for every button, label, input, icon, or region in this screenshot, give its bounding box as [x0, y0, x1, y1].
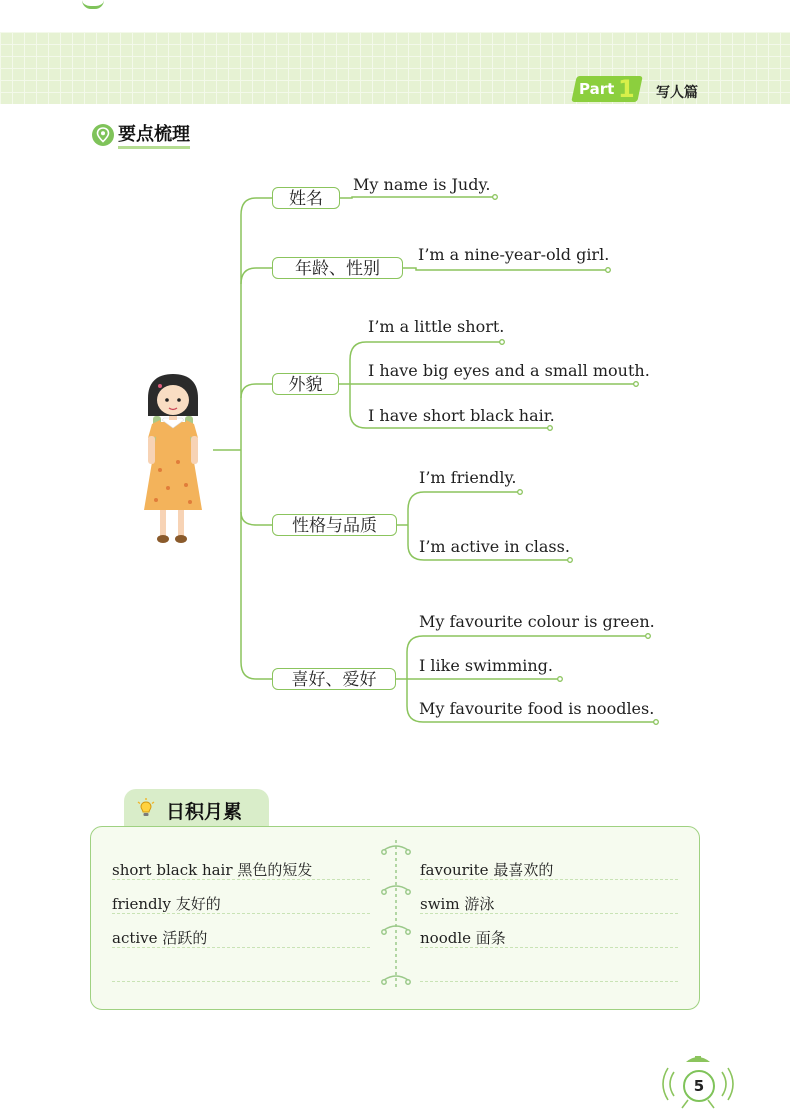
vocab-line: [112, 947, 370, 948]
branch-appearance: 外貌: [272, 373, 339, 395]
vocab-line: [420, 947, 678, 948]
vocab-left-2: friendly 友好的: [112, 895, 221, 913]
leaf-appearance-3: I have short black hair.: [368, 406, 555, 425]
leaf-personality-2: I’m active in class.: [419, 537, 570, 556]
vocab-right-3: noodle 面条: [420, 929, 506, 947]
leaf-age-1: I’m a nine-year-old girl.: [418, 245, 610, 264]
vocab-right-2: swim 游泳: [420, 895, 495, 913]
vocab-right-1: favourite 最喜欢的: [420, 861, 554, 879]
vocab-title: 日积月累: [166, 801, 243, 823]
leaf-hobbies-2: I like swimming.: [419, 656, 554, 675]
leaf-appearance-1: I’m a little short.: [368, 317, 505, 336]
leaf-hobbies-1: My favourite colour is green.: [419, 612, 655, 631]
leaf-hobbies-3: My favourite food is noodles.: [419, 699, 655, 718]
branch-hobbies: 喜好、爱好: [272, 668, 396, 690]
branch-personality: 性格与品质: [272, 514, 397, 536]
vocab-line: [420, 879, 678, 880]
vocab-line: [112, 879, 370, 880]
part-badge: Part 1: [571, 76, 643, 102]
branch-name: 姓名: [272, 187, 340, 209]
girl-illustration: [138, 370, 208, 550]
page-number: 5: [683, 1070, 715, 1102]
vocab-line: [420, 981, 678, 982]
vocab-line: [112, 981, 370, 982]
branch-age-gender: 年龄、性别: [272, 257, 403, 279]
section-title: 要点梳理: [118, 124, 190, 149]
part-title: 写人篇: [656, 85, 698, 101]
leaf-name-1: My name is Judy.: [353, 175, 491, 194]
lightbulb-icon: [136, 797, 156, 819]
leaf-personality-1: I’m friendly.: [419, 468, 517, 487]
vocab-left-3: active 活跃的: [112, 929, 208, 947]
leaf-appearance-2: I have big eyes and a small mouth.: [368, 361, 650, 380]
vocab-line: [420, 913, 678, 914]
binder-rings: [378, 840, 414, 990]
vocab-left-1: short black hair 黑色的短发: [112, 861, 313, 879]
vocab-line: [112, 913, 370, 914]
